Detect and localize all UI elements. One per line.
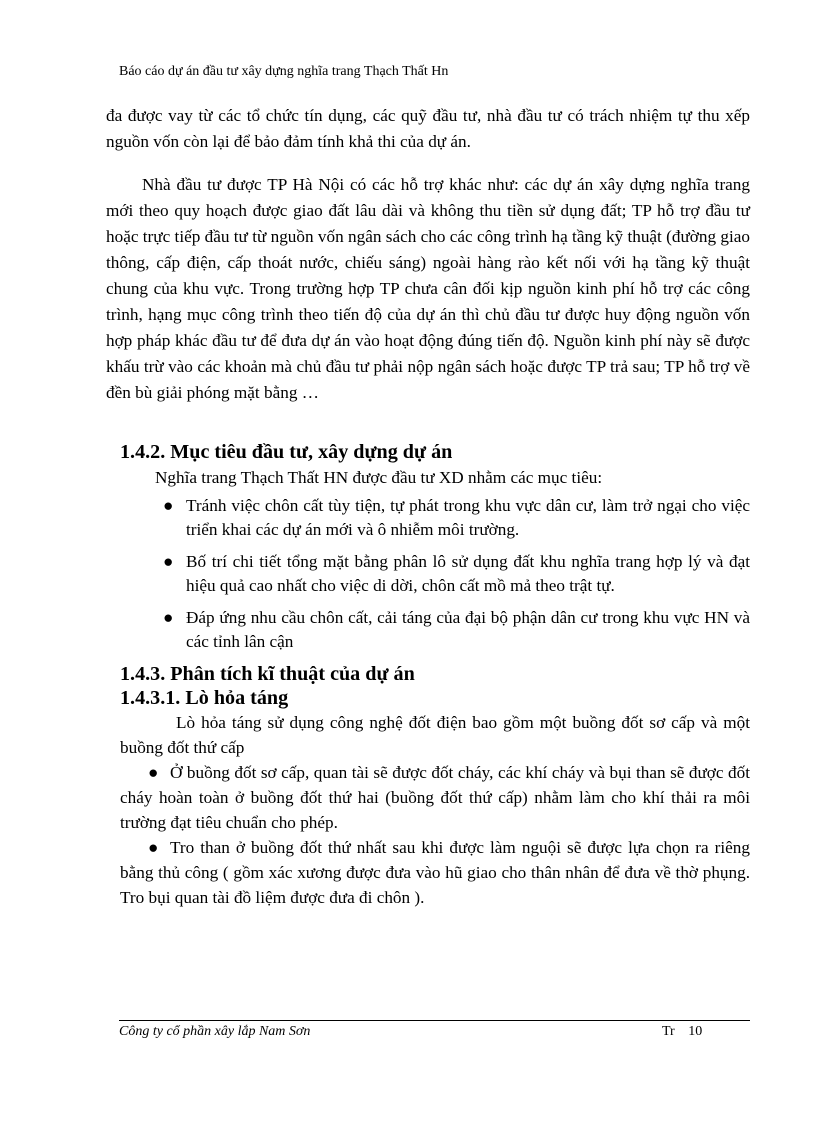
page-content [106,103,750,910]
goal-item [106,606,750,654]
goal-item [106,550,750,598]
goal-text: Đáp ứng nhu cầu chôn cất, cải táng của đại bộ phận dân cư trong khu vực HN và các tỉnh lân cận [186,608,750,651]
point-text: Ở buồng đốt sơ cấp, quan tài sẽ được đốt cháy, các khí cháy và bụi than sẽ được đốt cháy hoàn toàn ở buồng đốt thứ hai (buồng đốt thứ cấp) nhằm làm cho khí thải ra môi trường đạt tiêu chuẩn cho phép. [120,763,750,832]
section-1431-point-2 [120,835,750,910]
footer-page-number: Tr 10 [662,1024,703,1039]
bullet-icon: ● [163,608,174,627]
section-1431-point-1 [120,760,750,835]
section-1431-heading: 1.4.3.1. Lò hỏa táng [120,687,289,709]
section-143-heading: 1.4.3. Phân tích kĩ thuật của dự án [120,663,415,685]
page-header-title: Báo cáo dự án đầu tư xây dựng nghĩa trang Thạch Thất Hn [119,64,449,79]
section-1431-body [106,710,750,910]
body-paragraph-2: Nhà đầu tư được TP Hà Nội có các hỗ trợ khác như: các dự án xây dựng nghĩa trang mới theo quy hoạch được giao đất lâu dài và không thu tiền sử dụng đất; TP hỗ trợ đầu tư hoặc trực tiếp đầu tư từ nguồn vốn ngân sách cho các công trình hạ tầng kỹ thuật (đường giao thông, cấp điện, cấp thoát nước, chiếu sáng) ngoài hàng rào kết nối với hạ tầng kỹ thuật chung của khu vực. Trong trường hợp TP chưa cân đối kịp nguồn kinh phí hỗ trợ các công trình, hạng mục công trình theo tiến độ của dự án thì chủ đầu tư được huy động nguồn vốn hợp pháp khác đầu tư để đưa dự án vào hoạt động đúng tiến độ. Nguồn kinh phí này sẽ được khấu trừ vào các khoản mà chủ đầu tư phải nộp ngân sách hoặc được TP trả sau; TP hỗ trợ về đền bù giải phóng mặt bằng … [106,175,750,402]
footer-divider [119,1020,750,1021]
section-142-heading: 1.4.2. Mục tiêu đầu tư, xây dựng dự án [120,441,453,463]
body-paragraph-1: đa được vay từ các tổ chức tín dụng, các quỹ đầu tư, nhà đầu tư có trách nhiệm tự thu xếp nguồn vốn còn lại để bảo đảm tính khả thi của dự án. [106,106,750,151]
goal-text: Bố trí chi tiết tổng mặt bằng phân lô sử dụng đất khu nghĩa trang hợp lý và đạt hiệu quả cao nhất cho việc di dời, chôn cất mồ mả theo trật tự. [186,552,750,595]
section-142-intro: Nghĩa trang Thạch Thất HN được đầu tư XD nhằm các mục tiêu: [155,468,603,487]
point-text: Tro than ở buồng đốt thứ nhất sau khi được làm nguội sẽ được lựa chọn ra riêng bằng thủ công ( gồm xác xương được đưa vào hũ giao cho thân nhân để đưa về thờ phụng. Tro bụi quan tài đồ liệm được đưa đi chôn ). [120,838,750,907]
bullet-icon: ● [148,763,159,782]
footer-company: Công ty cổ phần xây lắp Nam Sơn [119,1024,311,1039]
section-1431-intro: Lò hỏa táng sử dụng công nghệ đốt điện bao gồm một buồng đốt sơ cấp và một buồng đốt thứ cấp [120,713,750,757]
bullet-icon: ● [163,496,174,515]
goals-list [106,494,750,654]
bullet-icon: ● [163,552,174,571]
goal-text: Tránh việc chôn cất tùy tiện, tự phát trong khu vực dân cư, làm trở ngại cho việc triển khai các dự án mới và ô nhiễm môi trường. [186,496,750,539]
bullet-icon: ● [148,838,159,857]
goal-item [106,494,750,542]
